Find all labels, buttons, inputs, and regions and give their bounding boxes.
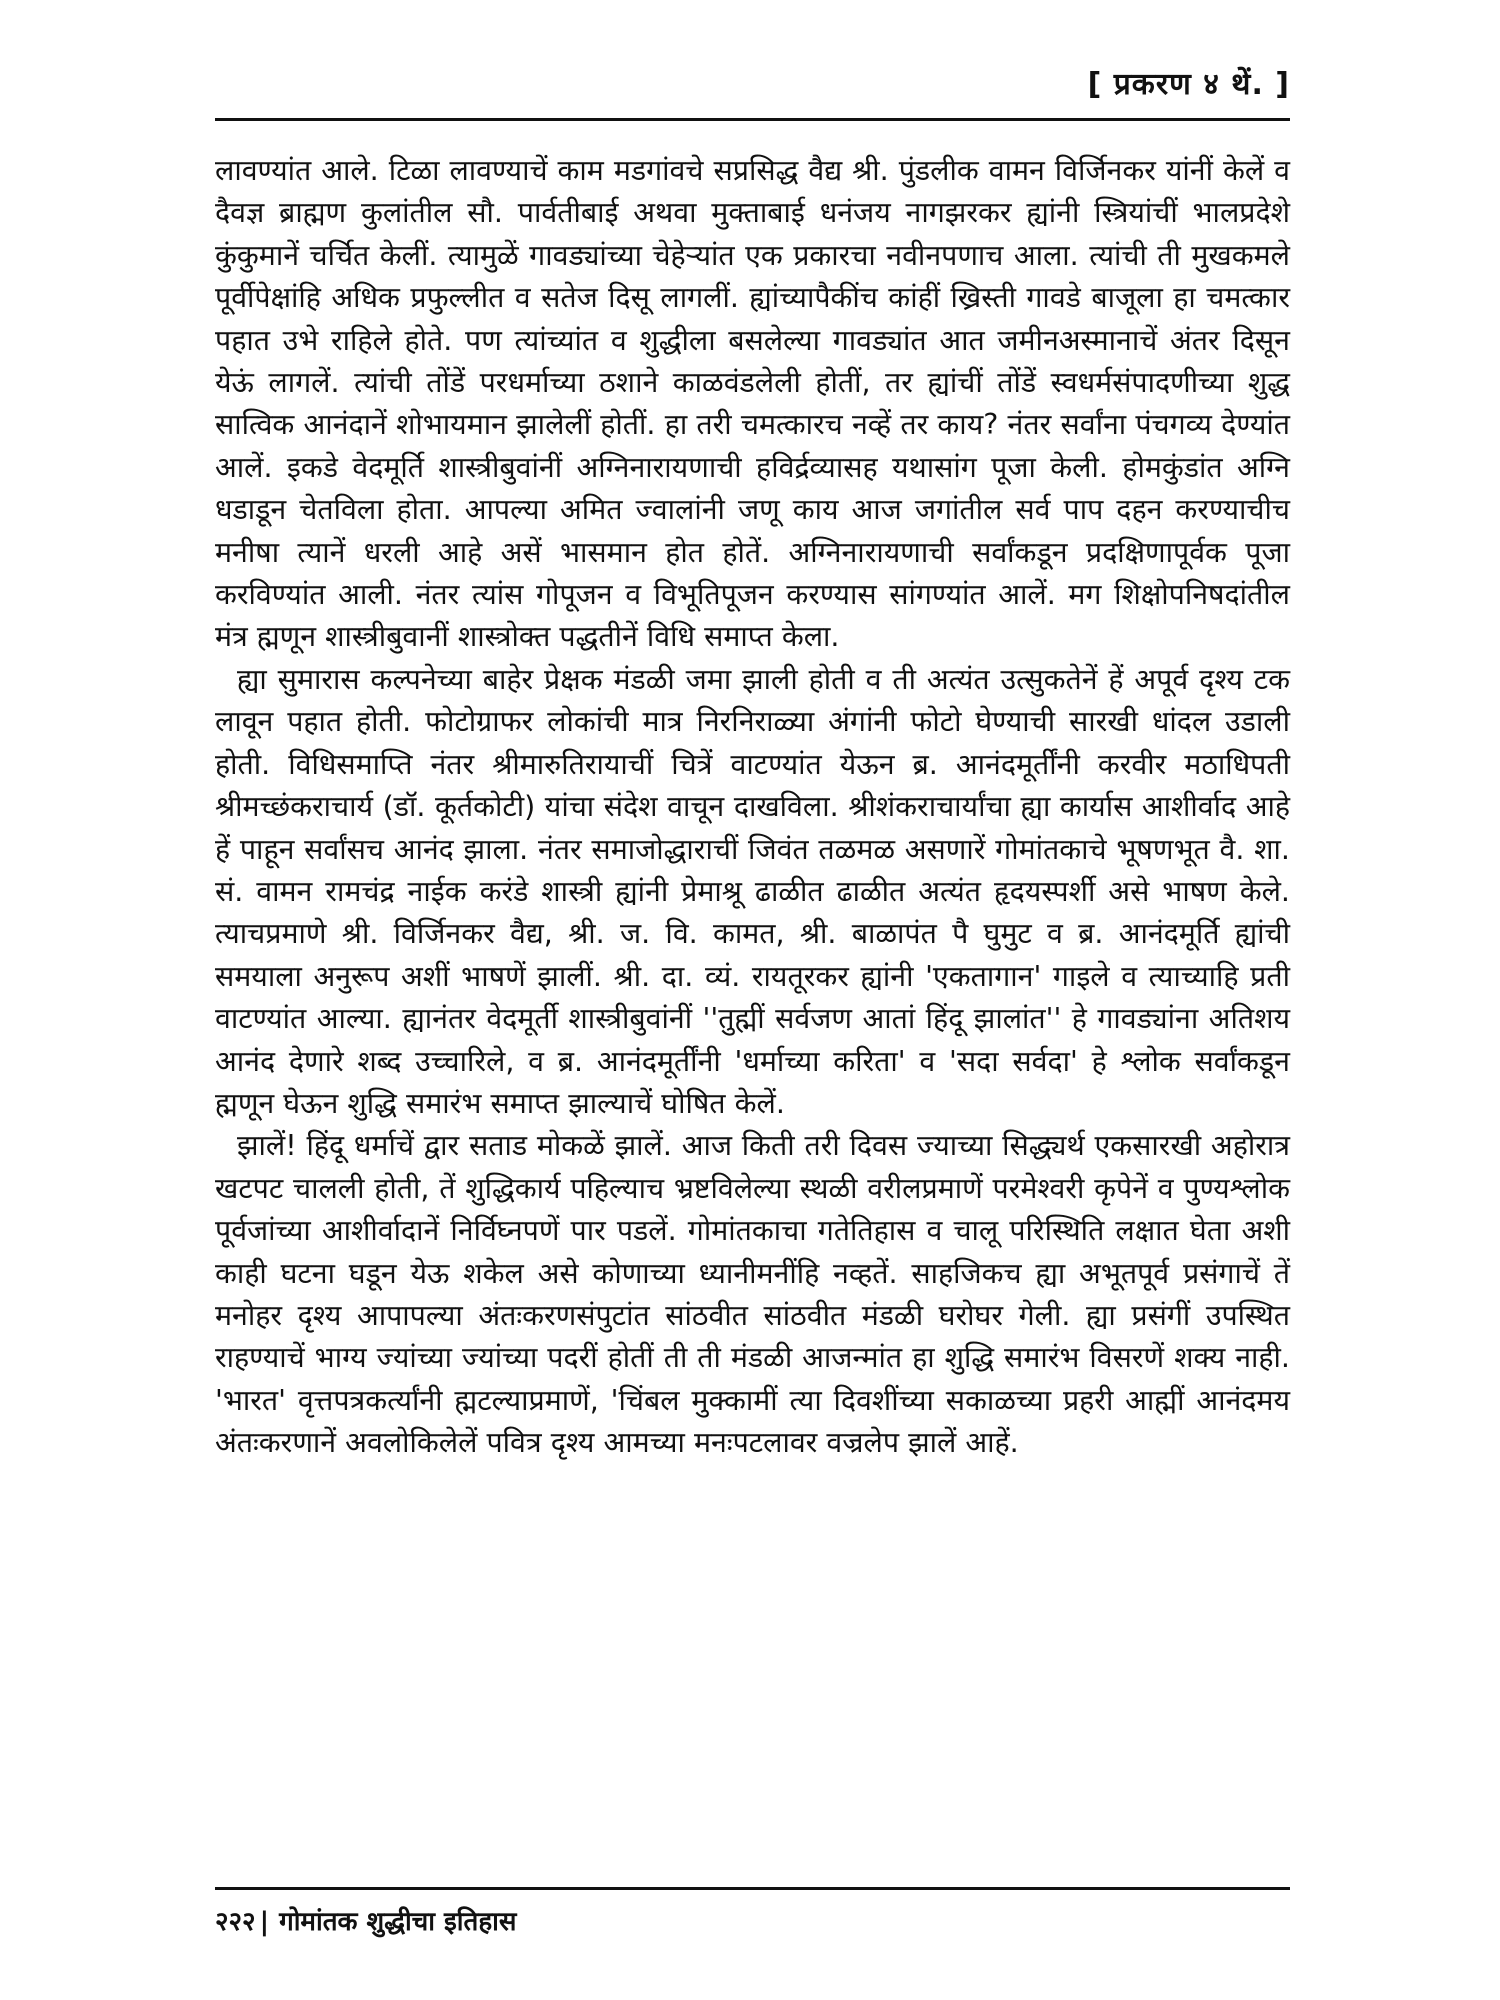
- page-number: २२२: [215, 1907, 256, 1937]
- chapter-header: [ प्रकरण ४ थें. ]: [1087, 67, 1290, 102]
- top-rule: [215, 118, 1290, 121]
- bottom-rule: [215, 1887, 1290, 1890]
- paragraph-1: लावण्यांत आले. टिळा लावण्याचें काम मडगांवचे सप्रसिद्ध वैद्य श्री. पुंडलीक वामन विर्जिनकर यांनीं केलें व दैवज्ञ ब्राह्मण कुलांतील सौ. पार्वतीबाई अथवा मुक्ताबाई धनंजय नागझरकर ह्यांनी स्त्रियांचीं भालप्रदेशे कुंकुमानें चर्चित केलीं. त्यामुळें गावड्यांच्या चेहेऱ्यांत एक प्रकारचा नवीनपणाच आला. त्यांची ती मुखकमले पूर्वीपेक्षांहि अधिक प्रफुल्लीत व सतेज दिसू लागलीं. ह्यांच्यापैकींच कांहीं ख्रिस्ती गावडे बाजूला हा चमत्कार पहात उभे राहिले होते. पण त्यांच्यांत व शुद्धीला बसलेल्या गावड्यांत आत जमीनअस्मानाचें अंतर दिसून येऊं लागलें. त्यांची तोंडें परधर्माच्या ठशाने काळवंडलेली होतीं, तर ह्यांचीं तोंडें स्वधर्मसंपादणीच्या शुद्ध सात्विक आनंदानें शोभायमान झालेलीं होतीं. हा तरी चमत्कारच नव्हें तर काय? नंतर सर्वांना पंचगव्य देण्यांत आलें. इकडे वेदमूर्ति शास्त्रीबुवांनीं अग्निनारायणाची हविर्द्रव्यासह यथासांग पूजा केली. होमकुंडांत अग्नि धडाडून चेतविला होता. आपल्या अमित ज्वालांनी जणू काय आज जगांतील सर्व पाप दहन करण्याचीच मनीषा त्यानें धरली आहे असें भासमान होत होतें. अग्निनारायणाची सर्वांकडून प्रदक्षिणापूर्वक पूजा करविण्यांत आली. नंतर त्यांस गोपूजन व विभूतिपूजन करण्यास सांगण्यांत आलें. मग शिक्षोपनिषदांतील मंत्र ह्मणून शास्त्रीबुवानीं शास्त्रोक्त पद्धतीनें विधि समाप्त केला.: [215, 154, 1290, 654]
- page-footer: [215, 1902, 516, 1938]
- footer-separator: |: [259, 1907, 270, 1937]
- paragraph-3: झालें! हिंदू धर्माचें द्वार सताड मोकळें झालें. आज किती तरी दिवस ज्याच्या सिद्ध्यर्थ एकसारखी अहोरात्र खटपट चालली होती, तें शुद्धिकार्य पहिल्याच भ्रष्टविलेल्या स्थळी वरीलप्रमाणें परमेश्वरी कृपेनें व पुण्यश्लोक पूर्वजांच्या आशीर्वादानें निर्विघ्नपणें पार पडलें. गोमांतकाचा गतेतिहास व चालू परिस्थिति लक्षात घेता अशी काही घटना घडून येऊ शकेल असे कोणाच्या ध्यानीमनींहि नव्हतें. साहजिकच ह्या अभूतपूर्व प्रसंगाचें तें मनोहर दृश्य आपापल्या अंतःकरणसंपुटांत सांठवीत सांठवीत मंडळी घरोघर गेली. ह्या प्रसंगीं उपस्थित राहण्याचें भाग्य ज्यांच्या ज्यांच्या पदरीं होतीं ती ती मंडळी आजन्मांत हा शुद्धि समारंभ विसरणें शक्य नाही. 'भारत' वृत्तपत्रकर्त्यांनी ह्मटल्याप्रमाणें, 'चिंबल मुक्कामीं त्या दिवशींच्या सकाळच्या प्रहरी आह्मीं आनंदमय अंतःकरणानें अवलोकिलेलें पवित्र दृश्य आमच्या मनःपटलावर वज्रलेप झालें आहें.: [215, 1129, 1290, 1460]
- book-title: गोमांतक शुद्धीचा इतिहास: [279, 1907, 517, 1937]
- page-body: [215, 150, 1290, 1465]
- paragraph-2: ह्या सुमारास कल्पनेच्या बाहेर प्रेक्षक मंडळी जमा झाली होती व ती अत्यंत उत्सुकतेनें हें अपूर्व दृश्य टक लावून पहात होती. फोटोग्राफर लोकांची मात्र निरनिराळ्या अंगांनी फोटो घेण्याची सारखी धांदल उडाली होती. विधिसमाप्ति नंतर श्रीमारुतिरायाचीं चित्रें वाटण्यांत येऊन ब्र. आनंदमूर्तींनी करवीर मठाधिपती श्रीमच्छंकराचार्य (डॉ. कूर्तकोटी) यांचा संदेश वाचून दाखविला. श्रीशंकराचार्यांचा ह्या कार्यास आशीर्वाद आहे हें पाहून सर्वांसच आनंद झाला. नंतर समाजोद्धाराचीं जिवंत तळमळ असणारें गोमांतकाचे भूषणभूत वै. शा. सं. वामन रामचंद्र नाईक करंडे शास्त्री ह्यांनी प्रेमाश्रू ढाळीत ढाळीत अत्यंत हृदयस्पर्शी असे भाषण केले. त्याचप्रमाणे श्री. विर्जिनकर वैद्य, श्री. ज. वि. कामत, श्री. बाळापंत पै घुमुट व ब्र. आनंदमूर्ति ह्यांची समयाला अनुरूप अशीं भाषणें झालीं. श्री. दा. व्यं. रायतूरकर ह्यांनी 'एकतागान' गाइले व त्याच्याहि प्रती वाटण्यांत आल्या. ह्यानंतर वेदमूर्ती शास्त्रीबुवांनीं ''तुह्मीं सर्वजण आतां हिंदू झालांत'' हे गावड्यांना अतिशय आनंद देणारे शब्द उच्चारिले, व ब्र. आनंदमूर्तींनी 'धर्माच्या करिता' व 'सदा सर्वदा' हे श्लोक सर्वांकडून ह्मणून घेऊन शुद्धि समारंभ समाप्त झाल्याचें घोषित केलें.: [215, 662, 1290, 1120]
